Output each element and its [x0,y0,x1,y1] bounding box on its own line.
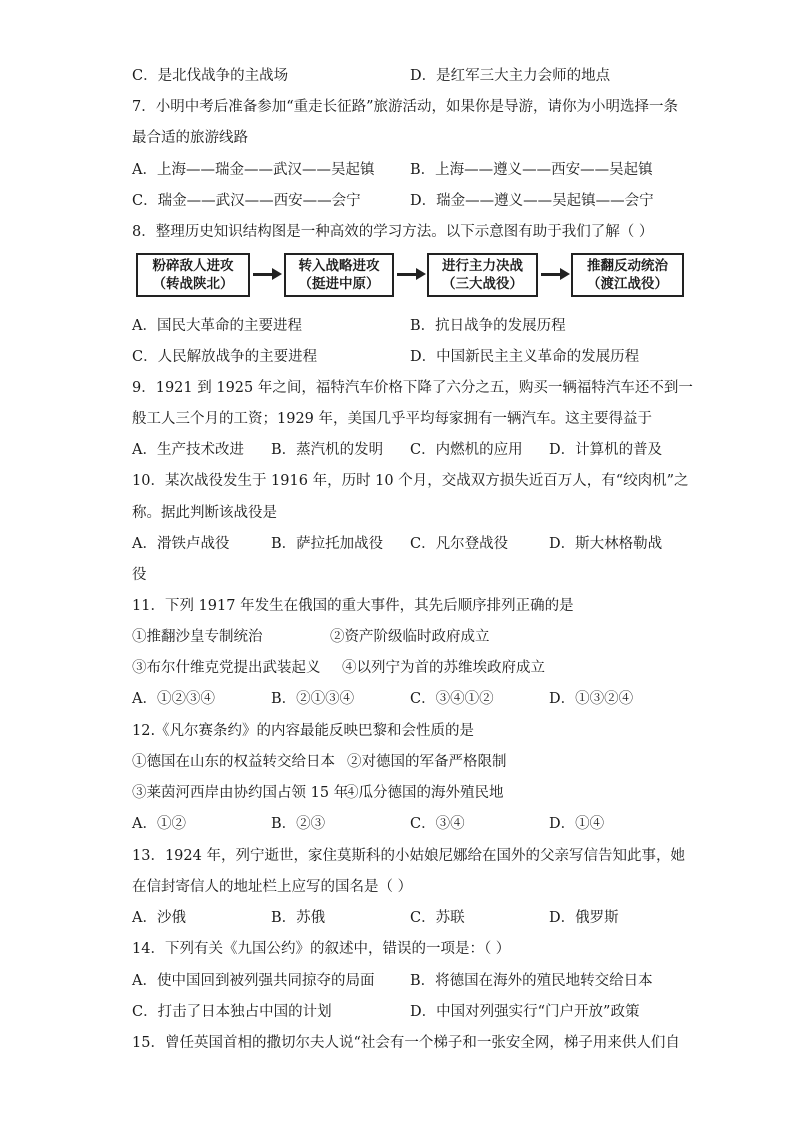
q10-stem-line1: 10．某次战役发生于 1916 年，历时 10 个月，交战双方损失近百万人，有“绞肉机”之 [132,473,689,489]
q12-stem: 12.《凡尔赛条约》的内容最能反映巴黎和会性质的是 [132,723,475,739]
q14-option-b[interactable]: B．将德国在海外的殖民地转交给日本 [410,973,653,989]
flow-box-2-line1: 转入战略进攻 [298,258,380,274]
q9-option-d[interactable]: D．计算机的普及 [549,442,663,458]
q7-options-cd [132,191,672,211]
q9-options [132,440,672,460]
q13-options [132,908,672,928]
q11-item-1: ①推翻沙皇专制统治 [132,629,263,645]
q7-stem-line2: 最合适的旅游线路 [132,130,248,146]
q10-option-d[interactable]: D．斯大林格勒战 [549,536,663,552]
q7-option-d[interactable]: D．瑞金——遵义——吴起镇——会宁 [410,193,654,209]
q12-items-34 [132,783,672,803]
flow-box-3-line2: （三大战役） [442,276,523,292]
q6-options-cd [132,66,672,86]
q14-option-a[interactable]: A．使中国回到被列强共同掠夺的局面 [132,973,375,989]
q10-option-a[interactable]: A．滑铁卢战役 [132,536,230,552]
q12-item-4: ④瓜分德国的海外殖民地 [344,785,504,801]
q13-option-d[interactable]: D．俄罗斯 [549,910,619,926]
q11-stem: 11．下列 1917 年发生在俄国的重大事件，其先后顺序排列正确的是 [132,598,574,614]
q12-item-2: ②对德国的军备严格限制 [347,754,507,770]
flow-box-1-line1: 粉碎敌人进攻 [152,258,234,274]
q12-options [132,814,672,834]
q8-options-ab [132,316,672,336]
q9-option-c[interactable]: C．内燃机的应用 [410,442,523,458]
q8-stem: 8．整理历史知识结构图是一种高效的学习方法。以下示意图有助于我们了解（ ） [132,224,654,240]
flow-box-4-line1: 推翻反动统治 [587,258,668,274]
flow-box-1 [136,253,250,297]
q10-option-c[interactable]: C．凡尔登战役 [410,536,509,552]
q13-option-c[interactable]: C．苏联 [410,910,465,926]
flow-arrow-2 [397,273,427,277]
q8-option-c[interactable]: C．人民解放战争的主要进程 [132,349,318,365]
q10-option-b[interactable]: B．萨拉托加战役 [271,536,384,552]
q7-options-ab [132,160,672,180]
q9-stem-line2: 般工人三个月的工资；1929 年，美国几乎平均每家拥有一辆汽车。这主要得益于 [132,411,653,427]
flow-box-3-line1: 进行主力决战 [442,258,523,274]
q8-option-a[interactable]: A．国民大革命的主要进程 [132,318,302,334]
q11-item-4: ④以列宁为首的苏维埃政府成立 [342,660,545,676]
q12-option-b[interactable]: B．②③ [271,816,326,832]
q11-items-34 [132,658,672,678]
flow-box-4-line2: （渡江战役） [587,276,668,292]
q10-option-d-wrap: 役 [132,567,147,583]
q10-stem-line2: 称。据此判断该战役是 [132,505,277,521]
q8-flow-diagram [136,253,684,303]
q9-option-b[interactable]: B．蒸汽机的发明 [271,442,384,458]
flow-arrow-1 [253,273,283,277]
q7-option-a[interactable]: A．上海——瑞金——武汉——吴起镇 [132,162,375,178]
q6-option-d[interactable]: D．是红军三大主力会师的地点 [410,68,611,84]
q8-option-d[interactable]: D．中国新民主主义革命的发展历程 [410,349,640,365]
q13-stem-line1: 13．1924 年，列宁逝世，家住莫斯科的小姑娘尼娜给在国外的父亲写信告知此事，她 [132,848,685,864]
q12-item-1: ①德国在山东的权益转交给日本 [132,754,335,770]
q6-option-c[interactable]: C．是北伐战争的主战场 [132,68,289,84]
q8-option-b[interactable]: B．抗日战争的发展历程 [410,318,566,334]
q15-stem-line1: 15．曾任英国首相的撒切尔夫人说“社会有一个梯子和一张安全网，梯子用来供人们自 [132,1035,680,1051]
q10-options [132,534,672,554]
flow-box-4 [571,253,684,297]
q14-stem: 14．下列有关《九国公约》的叙述中，错误的一项是：（ ） [132,941,511,957]
flow-arrow-3 [541,273,571,277]
q11-option-d[interactable]: D．①③②④ [549,691,634,707]
q7-option-b[interactable]: B．上海——遵义——西安——吴起镇 [410,162,653,178]
q12-items-12 [132,752,672,772]
q11-items-12 [132,627,672,647]
q7-stem-line1: 7．小明中考后准备参加“重走长征路”旅游活动，如果你是导游，请你为小明选择一条 [132,99,679,115]
flow-box-2 [284,253,394,297]
flow-box-1-line2: （转战陕北） [152,276,234,292]
q9-option-a[interactable]: A．生产技术改进 [132,442,244,458]
q11-options [132,689,672,709]
q13-stem-line2: 在信封寄信人的地址栏上应写的国名是（ ） [132,879,413,895]
flow-box-2-line2: （挺进中原） [298,276,380,292]
q11-item-3: ③布尔什维克党提出武装起义 [132,660,321,676]
q14-options-cd [132,1002,672,1022]
q12-option-a[interactable]: A．①② [132,816,186,832]
q12-option-d[interactable]: D．①④ [549,816,605,832]
q12-item-3: ③莱茵河西岸由协约国占领 15 年 [132,785,349,801]
q12-option-c[interactable]: C．③④ [410,816,465,832]
q11-option-c[interactable]: C．③④①② [410,691,494,707]
q14-option-d[interactable]: D．中国对列强实行“门户开放”政策 [410,1004,640,1020]
q11-option-b[interactable]: B．②①③④ [271,691,355,707]
q9-stem-line1: 9．1921 到 1925 年之间，福特汽车价格下降了六分之五，购买一辆福特汽车还不到一 [132,380,693,396]
q14-options-ab [132,971,672,991]
q13-option-a[interactable]: A．沙俄 [132,910,186,926]
q11-option-a[interactable]: A．①②③④ [132,691,215,707]
q14-option-c[interactable]: C．打击了日本独占中国的计划 [132,1004,332,1020]
q8-options-cd [132,347,672,367]
q7-option-c[interactable]: C．瑞金——武汉——西安——会宁 [132,193,361,209]
q13-option-b[interactable]: B．苏俄 [271,910,326,926]
q11-item-2: ②资产阶级临时政府成立 [330,629,490,645]
flow-box-3 [427,253,538,297]
